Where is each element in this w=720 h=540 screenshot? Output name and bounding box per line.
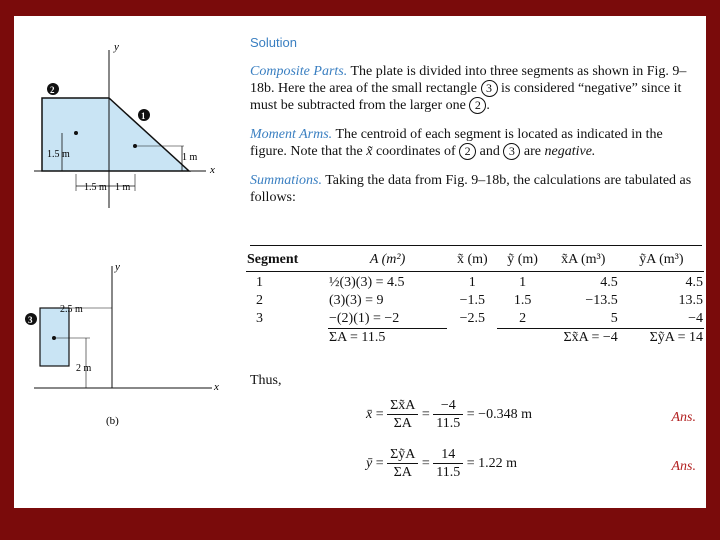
moment-text-2: coordinates of bbox=[375, 144, 456, 159]
summations-lead: Summations. bbox=[250, 173, 322, 188]
table-row bbox=[246, 292, 704, 310]
sum-area: ΣA = 11.5 bbox=[328, 328, 447, 347]
ybar-result: = 1.22 m bbox=[466, 456, 518, 471]
moment-xt: x̃ bbox=[366, 144, 373, 159]
dim-2-5m: 2.5 m bbox=[60, 304, 83, 315]
centroid-2-dot bbox=[74, 131, 78, 135]
slide bbox=[14, 16, 706, 508]
header-yt: ỹ (m) bbox=[507, 251, 538, 267]
xbar-result: = −0.348 m bbox=[466, 407, 532, 422]
ybar-den-1: ΣA bbox=[393, 465, 412, 480]
circled-2b: 2 bbox=[459, 143, 476, 160]
table-top-rule bbox=[250, 245, 702, 246]
dim-1-5m-bottom: 1.5 m bbox=[84, 182, 107, 193]
cell: ½(3)(3) = 4.5 bbox=[328, 274, 405, 290]
ybar-num-1: ΣỹA bbox=[387, 446, 418, 464]
cell: −2.5 bbox=[459, 310, 485, 326]
cell: 5 bbox=[610, 310, 618, 326]
x-axis-label: x bbox=[210, 164, 215, 176]
moment-lead: Moment Arms. bbox=[250, 127, 333, 142]
xbar-den-1: ΣA bbox=[393, 416, 412, 431]
moment-and: and bbox=[479, 144, 500, 159]
cell: −1.5 bbox=[459, 292, 485, 308]
header-area: A (m²) bbox=[369, 251, 406, 267]
y-axis-label: y bbox=[115, 261, 120, 273]
circled-2: 2 bbox=[469, 97, 486, 114]
calculation-table bbox=[246, 249, 704, 347]
ybar-num-2: 14 bbox=[433, 446, 463, 464]
cell: 4.5 bbox=[685, 274, 703, 290]
xbar-num-2: −4 bbox=[433, 397, 463, 415]
composite-end: . bbox=[486, 98, 490, 113]
composite-parts-paragraph bbox=[250, 63, 700, 114]
header-segment: Segment bbox=[247, 251, 299, 267]
dim-2m: 2 m bbox=[76, 363, 92, 374]
figure-composite-plate bbox=[14, 36, 234, 221]
cell: 13.5 bbox=[678, 292, 703, 308]
thus-label: Thus, bbox=[250, 373, 282, 388]
cell: 1 bbox=[519, 274, 527, 290]
segment-3-label: 3 bbox=[28, 315, 33, 325]
moment-negative: negative. bbox=[544, 144, 596, 159]
segment-1-label: 1 bbox=[141, 111, 146, 121]
ybar-fraction-1 bbox=[387, 446, 418, 481]
table-row bbox=[246, 274, 704, 292]
cell: −(2)(1) = −2 bbox=[328, 310, 400, 326]
xbar-symbol: x̄ bbox=[366, 407, 373, 422]
summations-text: Taking the data from Fig. 9–18b, the calculations are tabulated as follows: bbox=[250, 173, 692, 205]
y-axis-label: y bbox=[114, 41, 119, 53]
segment-2-label: 2 bbox=[50, 85, 55, 95]
sum-yta: ΣỹA = 14 bbox=[619, 328, 704, 347]
moment-text-1: The centroid of each segment is located as indicated in the figure. Note that the bbox=[250, 127, 663, 159]
table-row bbox=[246, 310, 704, 329]
cell: 2 bbox=[519, 310, 527, 326]
cell: (3)(3) = 9 bbox=[328, 292, 384, 308]
sum-xta: Σx̃A = −4 bbox=[497, 328, 618, 347]
cell: 3 bbox=[256, 310, 263, 326]
header-xt: x̃ (m) bbox=[456, 251, 488, 267]
dim-1-5m-left: 1.5 m bbox=[47, 149, 70, 160]
x-axis-label: x bbox=[214, 381, 219, 393]
moment-arms-paragraph bbox=[250, 126, 700, 160]
table-sum-row bbox=[246, 328, 704, 347]
figure-caption: (b) bbox=[106, 415, 119, 427]
dim-1m-right: 1 m bbox=[182, 152, 198, 163]
ybar-den-2: 11.5 bbox=[436, 465, 461, 480]
cell: −4 bbox=[688, 310, 703, 326]
solution-heading: Solution bbox=[250, 35, 297, 50]
equation-ybar: ȳ = $\frac{\text{ΣỹA}}{\Sigma A}$ = $\frac{14}{11.5}$ = 1.22 m Ans. bbox=[366, 447, 696, 480]
ybar-ans: Ans. bbox=[671, 459, 696, 474]
header-yta: ỹA (m³) bbox=[639, 251, 684, 267]
moment-text-3: are bbox=[523, 144, 541, 159]
plate-shape bbox=[42, 98, 189, 171]
ybar-fraction-2 bbox=[433, 446, 463, 481]
cell: 1.5 bbox=[513, 292, 532, 308]
ybar-symbol: ȳ bbox=[366, 456, 373, 471]
figure-segment-3 bbox=[14, 256, 234, 441]
header-xta: x̃A (m³) bbox=[561, 251, 606, 267]
cell: −13.5 bbox=[585, 292, 618, 308]
xbar-ans: Ans. bbox=[671, 410, 696, 425]
xbar-num-1: Σx̃A bbox=[387, 397, 418, 415]
xbar-den-2: 11.5 bbox=[436, 416, 461, 431]
xbar-fraction-1 bbox=[387, 397, 418, 432]
composite-text-2: is considered “negative” since it must be subtracted from the larger one bbox=[250, 81, 682, 113]
composite-text-1: The plate is divided into three segments as shown in Fig. 9–18b. Here the area of the small rectangle bbox=[250, 64, 687, 96]
cell: 4.5 bbox=[600, 274, 618, 290]
table-header-row bbox=[246, 249, 704, 271]
xbar-fraction-2 bbox=[433, 397, 463, 432]
composite-lead: Composite Parts. bbox=[250, 64, 348, 79]
summations-paragraph bbox=[250, 172, 700, 206]
cell: 1 bbox=[256, 274, 263, 290]
cell: 2 bbox=[256, 292, 263, 308]
circled-3: 3 bbox=[481, 80, 498, 97]
equation-xbar: x̄ = $\frac{\Sigma x̃A}{\Sigma A}$ = $\frac{-4}{11.5}$ = −0.348 m Ans. bbox=[366, 398, 696, 431]
cell: 1 bbox=[468, 274, 476, 290]
circled-3b: 3 bbox=[503, 143, 520, 160]
dim-1m-bottom: 1 m bbox=[115, 182, 131, 193]
